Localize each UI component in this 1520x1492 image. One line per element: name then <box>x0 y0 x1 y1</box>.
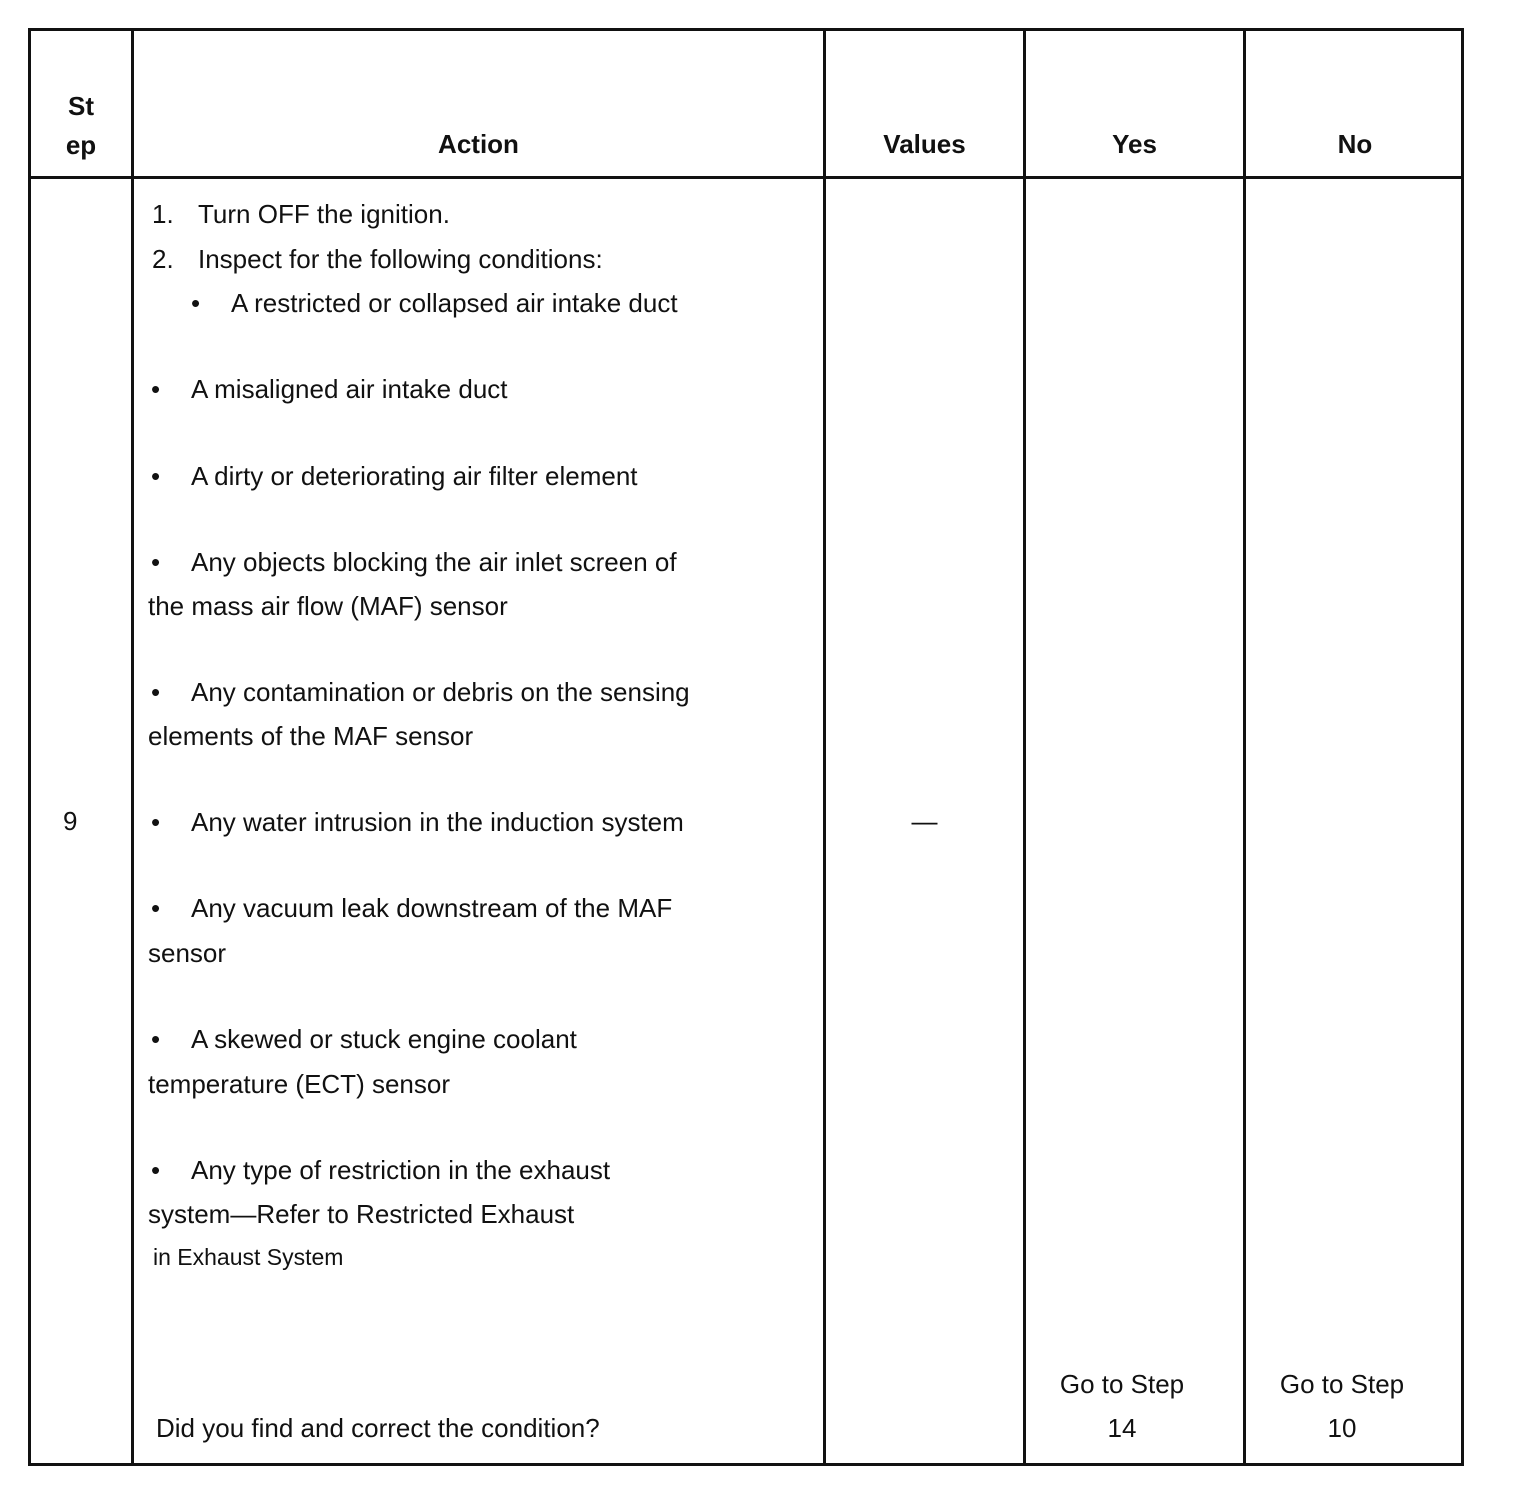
condition-text-continued: elements of the MAF sensor <box>148 721 474 751</box>
action-text: Inspect for the following conditions: <box>198 244 603 274</box>
condition-item <box>151 1017 577 1061</box>
action-item-2 <box>152 237 603 281</box>
condition-item <box>151 367 508 411</box>
condition-text-continued: sensor <box>148 938 227 968</box>
diagnostic-table <box>28 28 1464 1466</box>
header-values: Values <box>883 129 966 159</box>
condition-item <box>151 540 677 584</box>
header-yes: Yes <box>1112 129 1157 159</box>
condition-item <box>151 1148 610 1192</box>
no-goto-step: 10 <box>1327 1413 1357 1443</box>
condition-text: Any vacuum leak downstream of the MAF <box>191 893 673 923</box>
condition-text-continued: the mass air flow (MAF) sensor <box>148 591 508 621</box>
bullet-mark: • <box>191 288 201 318</box>
header-action: Action <box>438 129 519 159</box>
action-number: 2. <box>152 244 174 274</box>
condition-item <box>151 800 684 844</box>
header-divider <box>31 176 1461 179</box>
yes-goto-label: Go to Step <box>1059 1369 1185 1399</box>
condition-text: A restricted or collapsed air intake duct <box>231 288 678 318</box>
values-dash: — <box>911 806 938 836</box>
question-text: Did you find and correct the condition? <box>156 1413 600 1443</box>
condition-text: Any contamination or debris on the sensing <box>191 677 690 707</box>
bullet-mark: • <box>151 893 161 923</box>
bullet-mark: • <box>151 677 161 707</box>
condition-item <box>191 281 678 325</box>
column-divider <box>823 31 826 1463</box>
condition-text: A misaligned air intake duct <box>191 374 508 404</box>
column-divider <box>131 31 134 1463</box>
condition-item <box>151 454 638 498</box>
condition-text: A skewed or stuck engine coolant <box>191 1024 577 1054</box>
header-step: St ep <box>65 91 97 160</box>
condition-text-continued: temperature (ECT) sensor <box>148 1069 450 1099</box>
column-divider <box>1243 31 1246 1463</box>
bullet-mark: • <box>151 1155 161 1185</box>
condition-text: Any objects blocking the air inlet screen of <box>191 547 677 577</box>
bullet-mark: • <box>151 461 161 491</box>
yes-goto-step: 14 <box>1107 1413 1137 1443</box>
bullet-mark: • <box>151 807 161 837</box>
condition-text-continued: system—Refer to Restricted Exhaust <box>148 1199 575 1229</box>
condition-text: Any water intrusion in the induction system <box>191 807 684 837</box>
column-divider <box>1023 31 1026 1463</box>
header-no: No <box>1337 129 1373 159</box>
condition-item <box>151 670 690 714</box>
bullet-mark: • <box>151 547 161 577</box>
condition-text: Any type of restriction in the exhaust <box>191 1155 611 1185</box>
exhaust-reference: in Exhaust System <box>153 1244 344 1270</box>
bullet-mark: • <box>151 374 161 404</box>
step-number: 9 <box>63 806 78 836</box>
condition-text: A dirty or deteriorating air filter element <box>191 461 638 491</box>
condition-item <box>151 886 672 930</box>
action-item-1 <box>152 192 450 236</box>
action-number: 1. <box>152 199 174 229</box>
no-goto-label: Go to Step <box>1279 1369 1405 1399</box>
bullet-mark: • <box>151 1024 161 1054</box>
action-text: Turn OFF the ignition. <box>198 199 450 229</box>
